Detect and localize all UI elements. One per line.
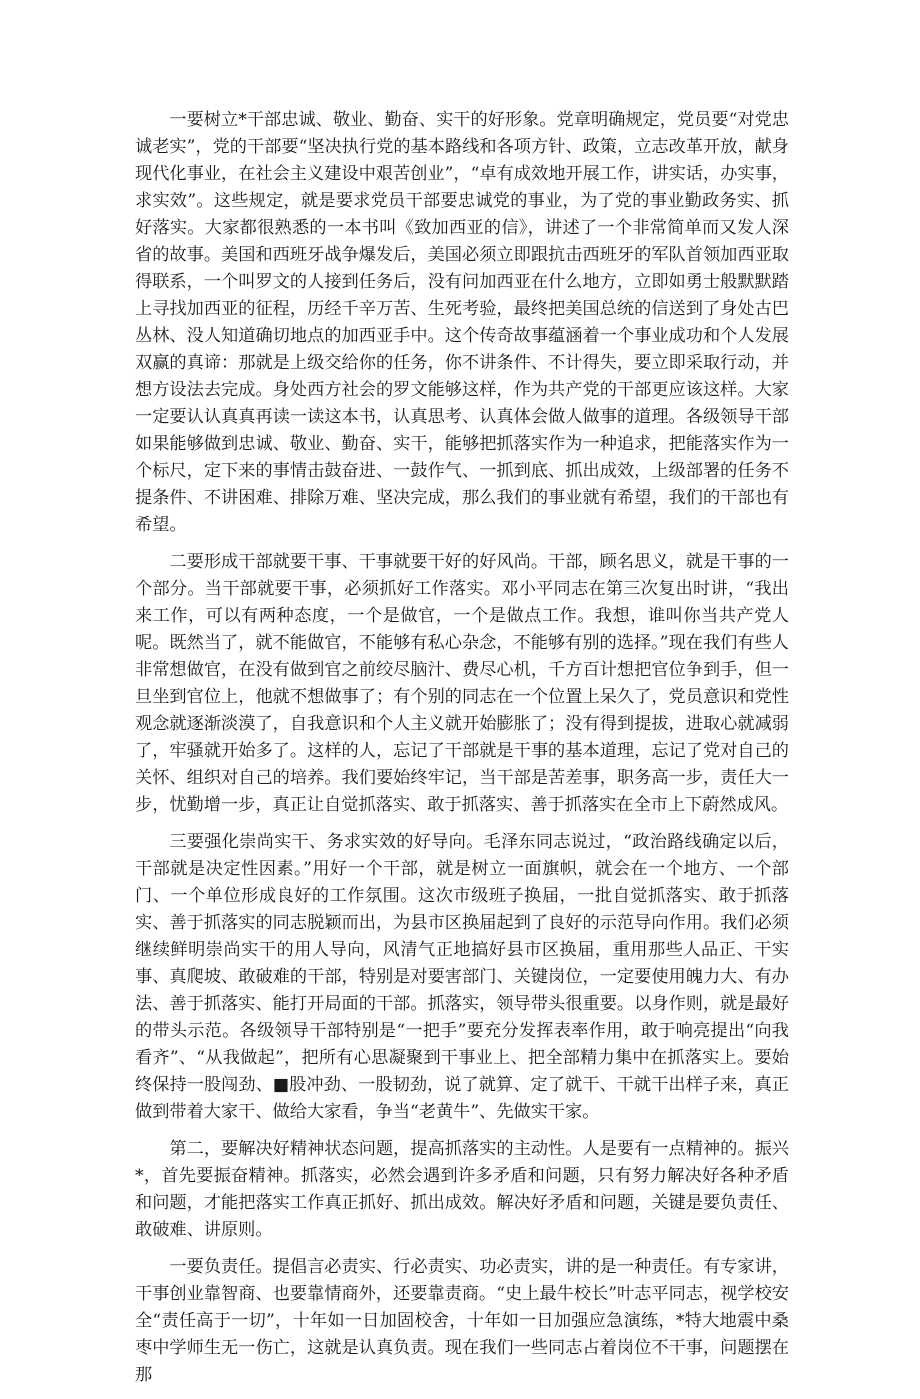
paragraph-2: 二要形成干部就要干事、干事就要干好的好风尚。干部，顾名思义，就是干事的一个部分。当干部就要干事，必须抓好工作落实。邓小平同志在第三次复出时讲，“我出来工作，可以有两种态度，一个是做官，一个是做点工作。我想，谁叫你当共产党人呢。既然当了，就不能做官，不能够有私心杂念，不能够有别的选择。”现在我们有些人非常想做官，在没有做到官之前绞尽脑汁、费尽心机，千方百计想把官位争到手，但一旦坐到官位上，他就不想做事了；有个别的同志在一个位置上呆久了，党员意识和党性观念就逐渐淡漠了，自我意识和个人主义就开始膨胀了；没有得到提拔，进取心就减弱了，牢骚就开始多了。这样的人，忘记了干部就是干事的基本道理，忘记了党对自己的关怀、组织对自己的培养。我们要始终牢记，当干部是苦差事，职务高一步，责任大一步，忧勤增一步，真正让自觉抓落实、敢于抓落实、善于抓落实在全市上下蔚然成风。 xyxy=(135,552,789,815)
document-body xyxy=(135,107,789,1399)
paragraph-4: 第二，要解决好精神状态问题，提高抓落实的主动性。人是要有一点精神的。振兴*，首先要振奋精神。抓落实，必然会遇到许多矛盾和问题，只有努力解决好各种矛盾和问题，才能把落实工作真正抓好、抓出成效。解决好矛盾和问题，关键是要负责任、敢破难、讲原则。 xyxy=(135,1139,789,1240)
paragraph-1: 一要树立*干部忠诚、敬业、勤奋、实干的好形象。党章明确规定，党员要“对党忠诚老实”，党的干部要“坚决执行党的基本路线和各项方针、政策，立志改革开放，献身现代化事业，在社会主义建设中艰苦创业”，“卓有成效地开展工作，讲实话，办实事，求实效”。这些规定，就是要求党员干部要忠诚党的事业，为了党的事业勤政务实、抓好落实。大家都很熟悉的一本书叫《致加西亚的信》，讲述了一个非常简单而又发人深省的故事。美国和西班牙战争爆发后，美国必须立即跟抗击西班牙的军队首领加西亚取得联系，一个叫罗文的人接到任务后，没有问加西亚在什么地方，立即如勇士般默默踏上寻找加西亚的征程，历经千辛万苦、生死考验，最终把美国总统的信送到了身处古巴丛林、没人知道确切地点的加西亚手中。这个传奇故事蕴涵着一个事业成功和个人发展双赢的真谛：那就是上级交给你的任务，你不讲条件、不计得失，要立即采取行动，并想方设法去完成。身处西方社会的罗文能够这样，作为共产党的干部更应该这样。大家一定要认认真真再读一读这本书，认真思考、认真体会做人做事的道理。各级领导干部如果能够做到忠诚、敬业、勤奋、实干，能够把抓落实作为一种追求，把能落实作为一个标尺，定下来的事情击鼓奋进、一鼓作气、一抓到底、抓出成效，上级部署的任务不提条件、不讲困难、排除万难、坚决完成，那么我们的事业就有希望，我们的干部也有希望。 xyxy=(135,110,789,535)
paragraph-5: 一要负责任。提倡言必责实、行必责实、功必责实，讲的是一种责任。有专家讲，干事创业靠智商、也要靠情商外，还要靠责商。“史上最牛校长”叶志平同志，视学校安全“责任高于一切”，十年如一日加固校舍，十年如一日加强应急演练，*特大地震中桑枣中学师生无一伤亡，这就是认真负责。现在我们一些同志占着岗位不干事，问题摆在那 xyxy=(135,1257,789,1385)
paragraph-3: 三要强化崇尚实干、务求实效的好导向。毛泽东同志说过，“政治路线确定以后，干部就是决定性因素。”用好一个干部，就是树立一面旗帜，就会在一个地方、一个部门、一个单位形成良好的工作氛围。这次市级班子换届，一批自觉抓落实、敢于抓落实、善于抓落实的同志脱颖而出，为县市区换届起到了良好的示范导向作用。我们必须继续鲜明崇尚实干的用人导向，风清气正地搞好县市区换届，重用那些人品正、干实事、真爬坡、敢破难的干部，特别是对要害部门、关键岗位，一定要使用魄力大、有办法、善于抓落实、能打开局面的干部。抓落实，领导带头很重要。以身作则，就是最好的带头示范。各级领导干部特别是“一把手”要充分发挥表率作用，敢于响亮提出“向我看齐”、“从我做起”，把所有心思凝聚到干事业上、把全部精力集中在抓落实上。要始终保持一股闯劲、■股冲劲、一股韧劲，说了就算、定了就干、干就干出样子来，真正做到带着大家干、做给大家看，争当“老黄牛”、先做实干家。 xyxy=(135,832,789,1122)
